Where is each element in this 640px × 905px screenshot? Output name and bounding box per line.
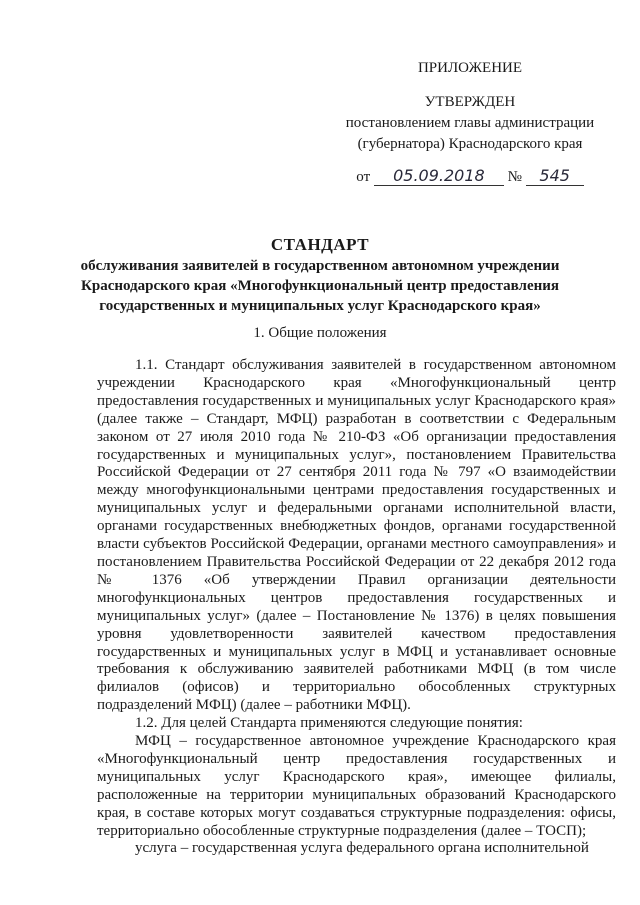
paragraph-usluga-definition: услуга – государственная услуга федерального органа исполнительной xyxy=(135,840,589,857)
section-heading: 1. Общие положения xyxy=(253,325,387,341)
approval-line-1: постановлением главы администрации xyxy=(345,115,595,131)
paragraph-1-1: 1.1. Стандарт обслуживания заявителей в государственном автономном учреждении Краснодарского края «Многофункциональный центр предоставления государственных и муниципальных услуг Краснодарского края» (далее также – Стандарт, МФЦ) разработан в соответствии с Федеральным законом от 27 июля 2010 года № 210-ФЗ «Об организации предоставления государственных и муниципальных услуг», постановлением Правительства Российской Федерации от 27 сентября 2011 года № 797 «О взаимодействии между многофункциональными центрами предоставления государственных и муниципальных услуг и федеральными органами исполнительной власти, органами государственных внебюджетных фондов, органами государственной власти субъектов Российской Федерации, органами местного самоуправления» и постановлением Правительства Российской Федерации от 22 декабря 2012 года № 1376 «Об утверждении Правил организации деятельности многофункциональных центров предоставления государственных и муниципальных услуг» (далее – Постановление № 1376) в целях повышения уровня удовлетворенности заявителей качеством предоставления государственных и муниципальных услуг в МФЦ и устанавливает основные требования к обслуживанию заявителей работниками МФЦ (в том числе филиалов (офисов) и территориально обособленных структурных подразделений МФЦ) (далее – работники МФЦ). xyxy=(97,357,616,714)
paragraph-1-2: 1.2. Для целей Стандарта применяются следующие понятия: xyxy=(135,715,523,732)
approval-line-2: (губернатора) Краснодарского края xyxy=(357,136,583,152)
number-label: № xyxy=(507,169,522,185)
document-body xyxy=(97,357,616,860)
approval-block xyxy=(330,58,610,188)
approval-number: 545 xyxy=(526,167,584,186)
paragraph-mfc-definition: МФЦ – государственное автономное учреждение Краснодарского края «Многофункциональный центр предоставления государственных и муниципальных услуг Краснодарского края», имеющее филиалы, расположенные на территории муниципальных образований Краснодарского края, в составе которых могут создаваться структурные подразделения: офисы, территориально обособленные структурные подразделения (далее – ТОСП); xyxy=(97,733,616,839)
approval-date: 05.09.2018 xyxy=(374,167,504,186)
approval-date-row xyxy=(330,167,610,188)
document-subtitle-line-2: Краснодарского края «Многофункциональный центр предоставления xyxy=(80,278,560,294)
from-label: от xyxy=(356,169,371,185)
document-subtitle-line-3: государственных и муниципальных услуг Краснодарского края» xyxy=(99,298,541,314)
appendix-label: ПРИЛОЖЕНИЕ xyxy=(417,60,523,76)
document-title: СТАНДАРТ xyxy=(270,235,370,254)
approved-label: УТВЕРЖДЕН xyxy=(424,94,516,110)
document-subtitle-line-1: обслуживания заявителей в государственном автономном учреждении xyxy=(80,258,560,274)
document-header xyxy=(40,234,600,316)
